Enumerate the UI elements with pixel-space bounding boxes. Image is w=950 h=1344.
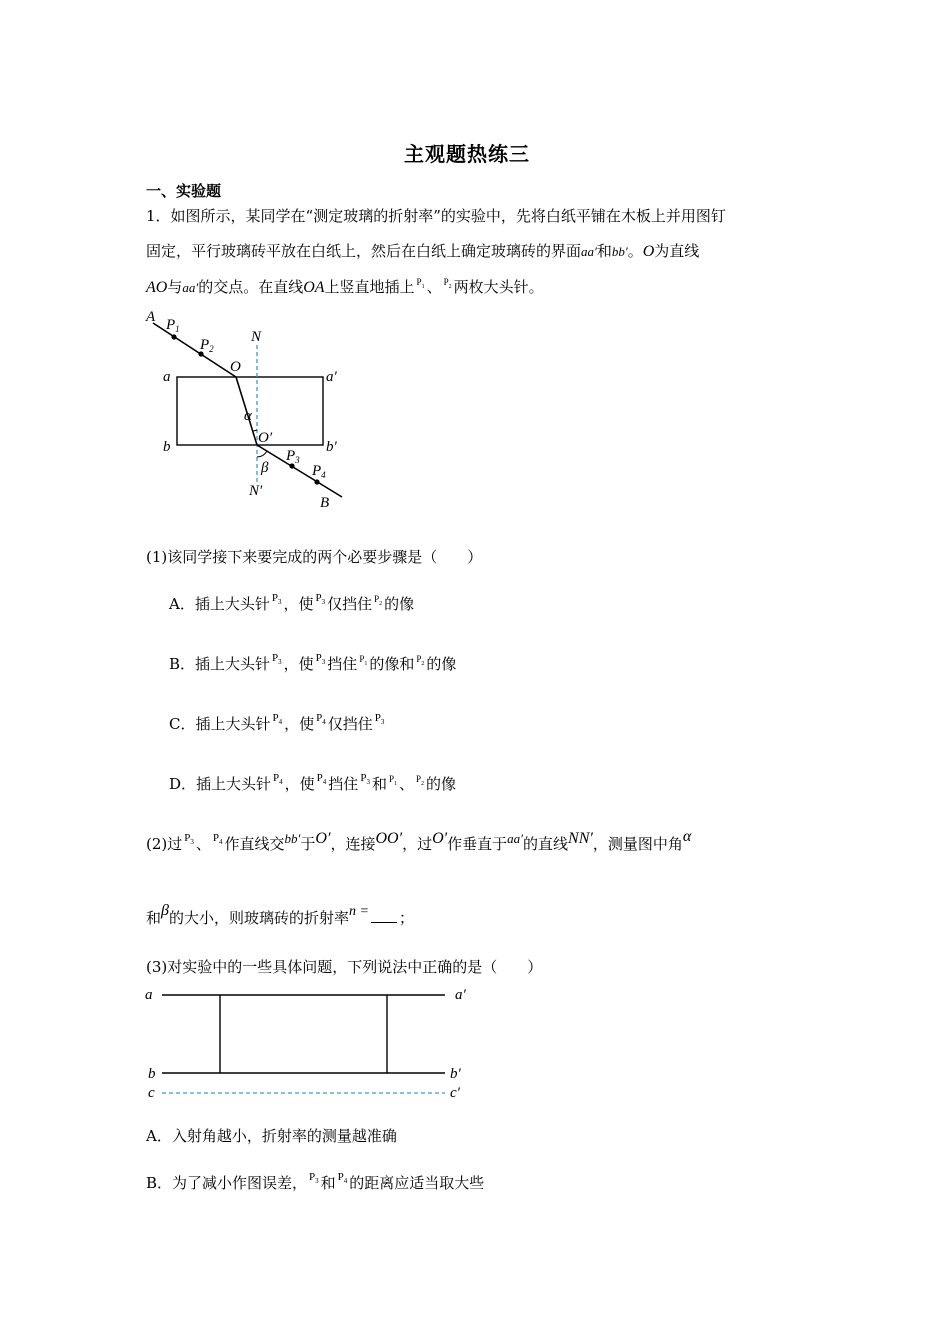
page-title: 主观题热练三 (404, 142, 530, 166)
period: 。 (627, 242, 643, 260)
option-A: A．插上大头针 $^{P_3}$ ，使 $^{P_3}$ 仅挡住 $^{P_2}$ 的像 (169, 592, 415, 613)
pin-P3: P3 (374, 712, 385, 727)
intersect-text: 的交点。在直线 (198, 278, 304, 296)
aa-symbol: aa′ (581, 244, 597, 259)
option-C: C．插上大头针 $^{P_4}$ ，使 $^{P_4}$ 仅挡住 $^{P_3}$ (169, 712, 385, 733)
label-b: b (148, 1066, 156, 1082)
NN-prime-symbol: NN′ (568, 830, 593, 847)
answer-blank[interactable] (371, 910, 397, 923)
question-1-2-line-1: (2)过 $^{P_3}$ 、 $^{P_4}$ 作直线交bb′于O′，连接OO′，过O′作垂直于aa′的直线NN′，测量图中角α (146, 828, 692, 853)
O-prime-symbol: O′ (315, 830, 331, 847)
label-b-prime: b′ (450, 1066, 461, 1082)
pin-P2: P2 (415, 774, 424, 787)
and-text: 和 (596, 242, 612, 260)
pin-P4: P4 (273, 772, 283, 787)
label-N: N (251, 329, 262, 345)
label-P4: $P_4$ (312, 463, 326, 480)
pin-P4: P4 (316, 772, 327, 787)
question-1-line-2 (146, 240, 699, 261)
pin-P2: P2 (443, 277, 452, 290)
refraction-diagram (140, 305, 360, 515)
pins-text: 两枚大头针。 (453, 278, 544, 296)
option-3-A: A．入射角越小，折射率的测量越准确 (146, 1127, 397, 1145)
alpha-symbol: α (682, 828, 692, 845)
question-1-2-line-2: 和β的大小，则玻璃砖的折射率n = ； (146, 902, 414, 927)
pin-P3: P3 (309, 1171, 319, 1186)
pin-P3: P3 (360, 772, 370, 787)
separator: 、 (426, 278, 442, 296)
option-D: D．插上大头针 $^{P_4}$ ，使 $^{P_4}$ 挡住 $^{P_3}$ 和 $^{P_1}$ 、 $^{P_2}$ 的像 (169, 772, 457, 793)
pin-P4: P4 (272, 712, 283, 727)
pin-P3: P3 (272, 652, 282, 667)
pin-P1: P1 (416, 277, 425, 290)
label-P2: $P_2$ (200, 337, 214, 354)
question-1-1-stem: (1)该同学接下来要完成的两个必要步骤是（ ） (146, 548, 483, 566)
pin-P3-dot (289, 463, 294, 468)
section-heading: 一、实验题 (146, 182, 222, 200)
label-P1: $P_1$ (166, 317, 180, 334)
aa-symbol: aa′ (507, 831, 524, 846)
label-a-prime: a′ (455, 987, 466, 1003)
pin-P4: P4 (316, 712, 326, 727)
label-P3: $P_3$ (286, 448, 300, 465)
insert-text: 上竖直地插上 (324, 278, 415, 296)
label-N-prime: N′ (249, 483, 263, 499)
label-a-prime: a′ (326, 369, 337, 385)
OA-symbol: OA (303, 279, 325, 296)
pin-P1: P1 (359, 654, 368, 667)
option-3-B: B．为了减小作图误差， $^{P_3}$ 和 $^{P_4}$ 的距离应适当取大些 (146, 1171, 485, 1192)
question-1-line-3 (146, 276, 544, 297)
label-c-prime: c′ (450, 1085, 460, 1101)
beta-arc (257, 451, 267, 457)
pin-P3: P3 (315, 652, 326, 667)
pin-P4: P4 (212, 832, 223, 847)
label-a: a (163, 369, 171, 385)
option-B: B．插上大头针 $^{P_3}$ ，使 $^{P_3}$ 挡住 $^{P_1}$ 的像和 $^{P_2}$ 的像 (169, 652, 457, 673)
pin-P3: P3 (315, 592, 326, 607)
question-1-line-1: 1．如图所示，某同学在“测定玻璃的折射率”的实验中，先将白纸平铺在木板上并用图钉 (146, 207, 726, 225)
pin-P2: P2 (416, 654, 425, 667)
is-line-text: 为直线 (654, 242, 700, 260)
label-b-prime: b′ (326, 439, 337, 455)
label-b: b (163, 439, 171, 455)
O-prime-symbol: O′ (432, 830, 448, 847)
label-O-prime: O′ (258, 430, 273, 446)
pin-P4: P4 (337, 1171, 348, 1186)
label-B: B (320, 495, 330, 511)
bb-symbol: bb′ (611, 244, 628, 259)
pin-P3: P3 (271, 592, 282, 607)
label-a: a (145, 987, 153, 1003)
AO-symbol: AO (146, 279, 168, 296)
pin-P4-dot (314, 479, 319, 484)
glass-interface-diagram (140, 980, 480, 1105)
bb-symbol: bb′ (284, 831, 301, 846)
pin-P1: P1 (388, 774, 397, 787)
with-text: 与 (167, 278, 183, 296)
aa-symbol-2: aa′ (182, 280, 199, 295)
label-beta: β (261, 460, 269, 476)
label-alpha: α (244, 408, 252, 424)
pin-P2: P2 (374, 594, 383, 607)
label-O: O (230, 359, 241, 375)
question-1-3-stem: (3)对实验中的一些具体问题，下列说法中正确的是（ ） (146, 958, 543, 976)
OO-prime-symbol: OO′ (375, 830, 403, 847)
pin-P3: P3 (184, 832, 194, 847)
line-2-text: 固定，平行玻璃砖平放在白纸上，然后在白纸上确定玻璃砖的界面 (146, 242, 582, 260)
label-c: c (148, 1085, 155, 1101)
n-equals: n = (349, 904, 369, 919)
O-symbol: O (642, 243, 655, 260)
beta-symbol: β (161, 902, 169, 919)
pin-P1-dot (171, 334, 176, 339)
label-A: A (146, 309, 156, 325)
